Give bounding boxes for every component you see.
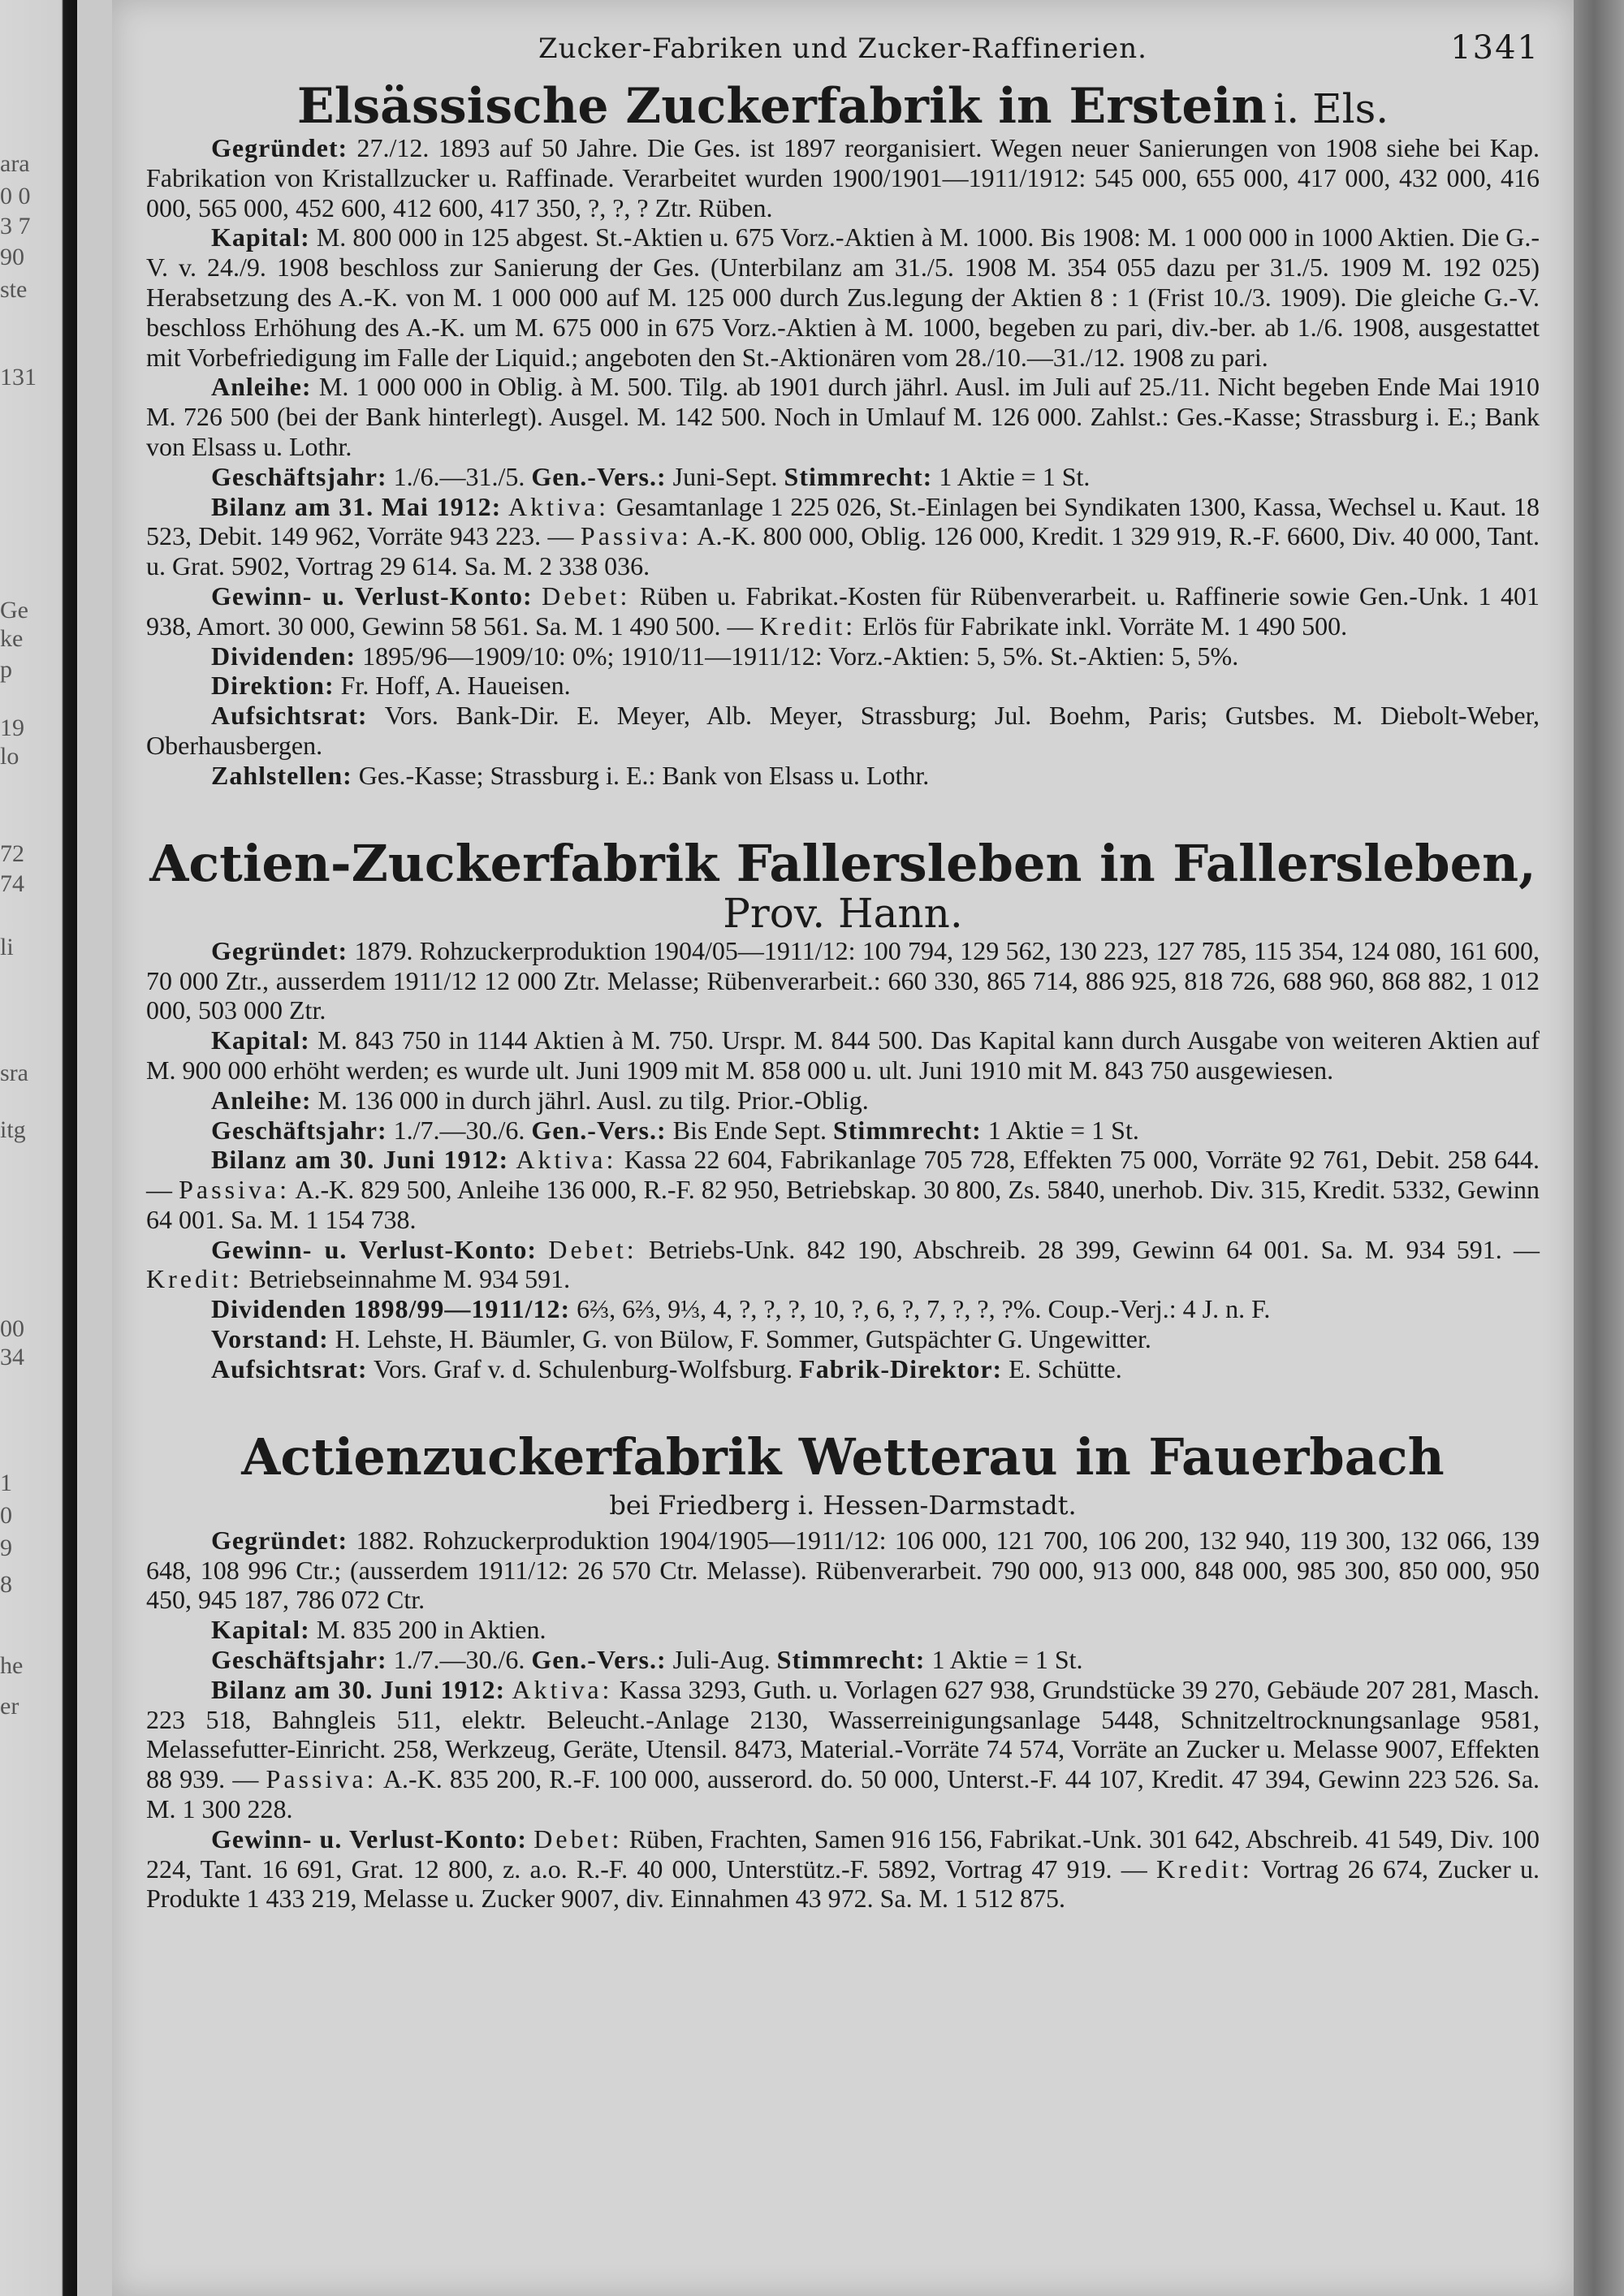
section-label: Gegründet: <box>211 1525 348 1555</box>
section-label: Direktion: <box>211 671 335 701</box>
entry-section <box>146 492 1540 581</box>
entry-section <box>146 1085 1540 1116</box>
section-label: Anleihe: <box>211 372 312 402</box>
facing-page-fragment: 1 <box>0 1470 12 1496</box>
section-text: Betriebseinnahme M. 934 591. <box>248 1264 571 1294</box>
company-name: Actienzuckerfabrik Wetterau in Fauerbach <box>241 1426 1445 1487</box>
facing-page-fragment: lo <box>0 743 19 770</box>
section-text: M. 1 000 000 in Oblig. à M. 500. Tilg. ab 1901 durch jährl. Ausl. im Juli auf 25./11. Nicht begeben Ende Mai 1910 M. 726 500 (bei der Bank hinterlegt). Ausgel. M. 142 500. Noch in Umlauf M. 126 000. Zahlst.: Ges.-Kasse; Strassburg i. E.; Bank von Elsass u. Lothr. <box>146 372 1540 461</box>
section-text: Rüben, Frachten, Samen 916 156, Fabrikat.-Unk. 301 642, Abschreib. 41 549, Div. 100 224, Tant. 16 691, Grat. 12 800, z. a.o. R.-F. 40 000, Unterstütz.-F. 5892, Vortrag 47 919. — <box>146 1823 1540 1884</box>
entry-section <box>146 1324 1540 1354</box>
section-text: 1 Aktie = 1 St. <box>987 1115 1139 1145</box>
company-entry-fallersleben <box>146 833 1540 1384</box>
company-entry-erstein <box>146 80 1540 791</box>
section-text: Vors. Graf v. d. Schulenburg-Wolfsburg. <box>373 1353 793 1383</box>
section-label: Bilanz am 30. Juni 1912: <box>211 1145 509 1175</box>
entry-section <box>146 1824 1540 1914</box>
facing-page-fragment: 0 0 <box>0 183 31 209</box>
facing-page-fragment: 0 <box>0 1502 12 1529</box>
section-text: 1./6.—31./5. <box>393 461 525 491</box>
section-text: 1 Aktie = 1 St. <box>931 1645 1083 1675</box>
section-text: A.-K. 829 500, Anleihe 136 000, R.-F. 82 950, Betriebskap. 30 800, Zs. 5840, unerhob. Div. 315, Kredit. 5332, Gewinn 64 001. Sa. M. 1 154 738. <box>146 1175 1540 1234</box>
entry-section <box>146 581 1540 641</box>
spaced-label: Kredit: <box>146 1264 243 1294</box>
section-text: M. 835 200 in Aktien. <box>316 1615 546 1645</box>
section-text: Vortrag 26 674, Zucker u. Produkte 1 433 219, Melasse u. Zucker 9007, div. Einnahmen 43 972. Sa. M. 1 512 875. <box>146 1854 1540 1914</box>
facing-page-fragment: Ge <box>0 597 28 624</box>
spaced-label: Passiva: <box>266 1764 378 1794</box>
section-label: Gewinn- u. Verlust-Konto: <box>211 1234 538 1264</box>
company-subtitle: bei Friedberg i. Hessen-Darmstadt. <box>609 1489 1077 1521</box>
section-label: Bilanz am 30. Juni 1912: <box>211 1674 506 1704</box>
section-text: 6⅔, 6⅔, 9⅓, 4, ?, ?, ?, 10, ?, 6, ?, 7, ?, ?, ?%. Coup.-Verj.: 4 J. n. F. <box>577 1294 1271 1324</box>
section-text: 1./7.—30./6. <box>393 1645 525 1675</box>
section-text: Fr. Hoff, A. Haueisen. <box>340 671 571 701</box>
section-text: Ges.-Kasse; Strassburg i. E.: Bank von Elsass u. Lothr. <box>358 760 930 790</box>
section-text: A.-K. 800 000, Oblig. 126 000, Kredit. 1 329 919, R.-F. 6600, Div. 40 000, Tant. u. Grat. 5902, Vortrag 29 614. Sa. M. 2 338 036. <box>146 521 1540 581</box>
section-text: M. 800 000 in 125 abgest. St.-Aktien u. 675 Vorz.-Aktien à M. 1000. Bis 1908: M. 1 000 000 in 1000 Aktien. Die G.-V. v. 24./9. 1908 beschloss zur Sanierung der Ges. (Unterbilanz am 31./5. 1908 M. 354 055 dazu per 31./5. 1909 M. 192 025) Herabsetzung des A.-K. von M. 1 000 000 auf M. 125 000 durch Zus.legung der Aktien 8 : 1 (Frist 10./3. 1909). Die gleiche G.-V. beschloss Erhöhung des A.-K. um M. 675 000 in 675 Vorz.-Aktien à M. 1000, begeben zu pari, div.-ber. ab 1./6. 1908, ausgestattet mit Vorbefriedigung im Falle der Liquid.; angeboten den St.-Aktionären vom 28./10.—31./12. 1908 zu pari. <box>146 222 1540 372</box>
entry-section <box>146 1675 1540 1824</box>
company-heading <box>146 833 1540 937</box>
entry-section <box>146 133 1540 222</box>
facing-page-fragment: p <box>0 656 12 683</box>
facing-page-fragment: ste <box>0 276 28 303</box>
entry-section <box>146 1025 1540 1085</box>
entry-section <box>146 641 1540 671</box>
facing-page-fragment: er <box>0 1693 19 1720</box>
company-name: Actien-Zuckerfabrik Fallersleben in Fallersleben, <box>149 833 1536 893</box>
section-text: A.-K. 835 200, R.-F. 100 000, ausserord. do. 50 000, Unterst.-F. 44 107, Kredit. 47 394, Gewinn 223 526. Sa. M. 1 300 228. <box>146 1764 1540 1824</box>
facing-page-fragment: he <box>0 1652 24 1679</box>
spaced-label: Aktiva: <box>512 1674 613 1704</box>
company-name-suffix: i. Els. <box>1273 85 1389 132</box>
section-label: Anleihe: <box>211 1085 312 1115</box>
section-text: Betriebs-Unk. 842 190, Abschreib. 28 399, Gewinn 64 001. Sa. M. 934 591. — <box>648 1234 1540 1264</box>
section-label: Stimmrecht: <box>776 1645 926 1675</box>
entry-section <box>146 1615 1540 1645</box>
section-label: Gewinn- u. Verlust-Konto: <box>211 1823 528 1854</box>
section-label: Bilanz am 31. Mai 1912: <box>211 491 502 521</box>
facing-page-fragment: ke <box>0 625 24 652</box>
section-label: Gen.-Vers.: <box>531 1645 667 1675</box>
entry-section <box>146 222 1540 372</box>
entry-section <box>146 372 1540 461</box>
section-label: Stimmrecht: <box>784 461 933 491</box>
spaced-label: Aktiva: <box>516 1145 617 1175</box>
page-content <box>146 0 1540 1914</box>
section-text: 1882. Rohzuckerproduktion 1904/1905—1911/12: 106 000, 121 700, 106 200, 132 940, 119 300, 132 066, 139 648, 108 996 Ctr.; (ausserdem 1911/12: 26 570 Ctr. Melasse). Rübenverarbeit. 790 000, 913 000, 848 000, 985 300, 850 000, 950 450, 945 187, 786 072 Ctr. <box>146 1525 1540 1615</box>
facing-page-fragment: 72 <box>0 840 24 867</box>
section-text: Kassa 22 604, Fabrikanlage 705 728, Effekten 75 000, Vorräte 92 761, Debit. 258 644. — <box>146 1145 1540 1205</box>
section-label: Kapital: <box>211 1025 310 1055</box>
entry-section <box>146 1354 1540 1384</box>
company-heading <box>146 80 1540 133</box>
spaced-label: Kredit: <box>759 611 857 641</box>
spaced-label: Debet: <box>533 1823 623 1854</box>
entry-section <box>146 462 1540 492</box>
spaced-label: Debet: <box>542 580 631 611</box>
section-text: Vors. Bank-Dir. E. Meyer, Alb. Meyer, Strassburg; Jul. Boehm, Paris; Gutsbes. M. Diebolt-Weber, Oberhausbergen. <box>146 701 1540 760</box>
section-label: Aufsichtsrat: <box>211 701 368 731</box>
section-text: 1879. Rohzuckerproduktion 1904/05—1911/12: 100 794, 129 562, 130 223, 127 785, 115 354, 124 080, 161 600, 70 000 Ztr., ausserdem 1911/12 12 000 Ztr. Melasse; Rübenverarbeit.: 660 330, 865 714, 886 925, 818 726, 688 960, 868 882, 1 012 000, 503 000 Ztr. <box>146 935 1540 1025</box>
section-label: Geschäftsjahr: <box>211 1645 387 1675</box>
section-label: Fabrik-Direktor: <box>799 1353 1003 1383</box>
spaced-label: Passiva: <box>580 521 692 551</box>
section-label: Gegründet: <box>211 935 348 965</box>
section-label: Kapital: <box>211 1615 310 1645</box>
section-label: Gegründet: <box>211 133 348 162</box>
section-text: H. Lehste, H. Bäumler, G. von Bülow, F. Sommer, Gutspächter G. Ungewitter. <box>335 1324 1151 1354</box>
facing-page-fragment: itg <box>0 1116 26 1143</box>
facing-page-fragment: li <box>0 934 14 960</box>
page-number: 1341 <box>1450 29 1540 67</box>
company-entry-wetterau <box>146 1426 1540 1914</box>
entry-section <box>146 1235 1540 1295</box>
facing-page-fragment: 9 <box>0 1534 12 1561</box>
facing-page-fragment: ara <box>0 150 30 177</box>
running-head-title: Zucker-Fabriken und Zucker-Raffinerien. <box>538 32 1147 65</box>
section-text: Juni-Sept. <box>672 461 778 491</box>
company-name-suffix: Prov. Hann. <box>723 889 963 937</box>
section-label: Geschäftsjahr: <box>211 461 387 491</box>
section-label: Vorstand: <box>211 1324 329 1354</box>
section-label: Stimmrecht: <box>832 1115 982 1145</box>
previous-page-edge <box>0 0 77 2296</box>
facing-page-fragment: 74 <box>0 870 24 897</box>
spaced-label: Passiva: <box>179 1175 291 1205</box>
entry-section <box>146 1526 1540 1615</box>
spaced-label: Kredit: <box>1155 1854 1253 1884</box>
entry-section <box>146 1116 1540 1146</box>
facing-page-fragment: 19 <box>0 714 24 741</box>
section-text: E. Schütte. <box>1009 1353 1122 1383</box>
facing-page-fragment: 90 <box>0 244 24 270</box>
facing-page-fragment: sra <box>0 1060 28 1086</box>
company-name: Elsässische Zuckerfabrik in Erstein <box>296 78 1267 135</box>
section-label: Dividenden 1898/99—1911/12: <box>211 1294 571 1324</box>
facing-page-fragment: 34 <box>0 1344 24 1370</box>
section-text: Gesamtanlage 1 225 026, St.-Einlagen bei Syndikaten 1300, Kassa, Wechsel u. Kaut. 18 523, Debit. 149 962, Vorräte 943 223. — <box>146 491 1540 551</box>
entry-section <box>146 761 1540 791</box>
section-text: 1./7.—30./6. <box>393 1115 525 1145</box>
spaced-label: Debet: <box>548 1234 637 1264</box>
entry-section <box>146 1645 1540 1675</box>
section-text: Rüben u. Fabrikat.-Kosten für Rübenverarbeit. u. Raffinerie sowie Gen.-Unk. 1 401 938, Amort. 30 000, Gewinn 58 561. Sa. M. 1 490 500. — <box>146 580 1540 641</box>
document-page <box>112 0 1574 2296</box>
entry-section <box>146 671 1540 701</box>
facing-page-fragment: 3 7 <box>0 213 31 240</box>
facing-page-fragment: 00 <box>0 1315 24 1342</box>
company-heading <box>146 1426 1540 1487</box>
section-label: Kapital: <box>211 222 310 252</box>
section-label: Aufsichtsrat: <box>211 1353 368 1383</box>
section-text: Kassa 3293, Guth. u. Vorlagen 627 938, Grundstücke 39 270, Gebäude 207 281, Masch. 223 518, Bahngleis 511, elektr. Beleucht.-Anlage 2130, Wasserreinigungsanlage 5448, Schnitzeltrocknungsanlage 9581, Melassefutter-Einricht. 258, Werkzeug, Geräte, Utensil. 8473, Material.-Vorräte 74 574, Vorräte an Zucker u. Melasse 9007, Effekten 88 939. — <box>146 1674 1540 1794</box>
section-text: 27./12. 1893 auf 50 Jahre. Die Ges. ist 1897 reorganisiert. Wegen neuer Sanierungen von 1908 siehe bei Kap. Fabrikation von Kristallzucker u. Raffinade. Verarbeitet wurden 1900/1901—1911/1912: 545 000, 655 000, 417 000, 432 000, 416 000, 565 000, 452 600, 412 600, 417 350, ?, ?, ? Ztr. Rüben. <box>146 133 1540 222</box>
section-label: Gen.-Vers.: <box>531 461 667 491</box>
section-text: 1895/96—1909/10: 0%; 1910/11—1911/12: Vorz.-Aktien: 5, 5%. St.-Aktien: 5, 5%. <box>362 641 1239 671</box>
section-label: Gewinn- u. Verlust-Konto: <box>211 580 533 611</box>
book-spine-edge <box>1574 0 1624 2296</box>
spaced-label: Aktiva: <box>508 491 609 521</box>
section-text: M. 843 750 in 1144 Aktien à M. 750. Urspr. M. 844 500. Das Kapital kann durch Ausgabe von weiteren Aktien auf M. 900 000 erhöht werden; es wurde ult. Juni 1909 mit M. 858 000 u. ult. Juni 1910 mit M. 843 750 ausgewiesen. <box>146 1025 1540 1085</box>
section-label: Dividenden: <box>211 641 356 671</box>
entry-section <box>146 936 1540 1025</box>
section-label: Geschäftsjahr: <box>211 1115 387 1145</box>
section-text: 1 Aktie = 1 St. <box>939 461 1091 491</box>
section-label: Zahlstellen: <box>211 760 352 790</box>
section-text: Erlös für Fabrikate inkl. Vorräte M. 1 490 500. <box>862 611 1348 641</box>
entry-section <box>146 1294 1540 1324</box>
facing-page-fragment: 8 <box>0 1571 12 1598</box>
entry-section <box>146 701 1540 761</box>
section-text: Juli-Aug. <box>672 1645 771 1675</box>
section-text: M. 136 000 in durch jährl. Ausl. zu tilg. Prior.-Oblig. <box>317 1085 869 1115</box>
running-head <box>146 0 1540 73</box>
section-text: Bis Ende Sept. <box>672 1115 827 1145</box>
facing-page-fragment: 131 <box>0 364 37 391</box>
entry-section <box>146 1145 1540 1234</box>
section-label: Gen.-Vers.: <box>531 1115 667 1145</box>
